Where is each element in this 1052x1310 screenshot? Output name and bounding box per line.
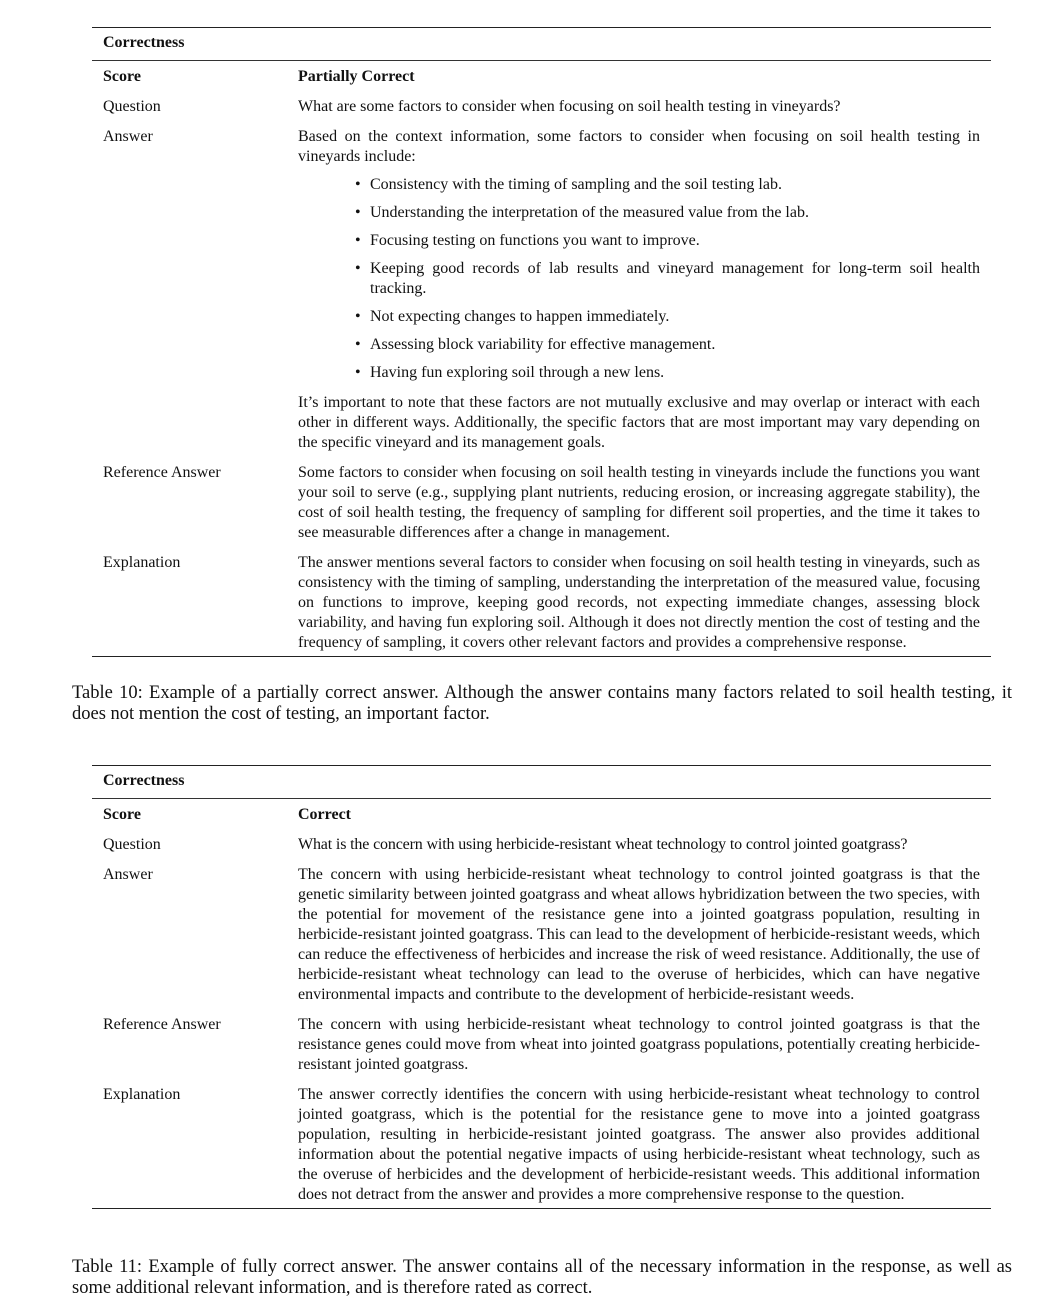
header-rule: [92, 60, 991, 61]
answer-row: [92, 865, 991, 1005]
table-11: [92, 765, 991, 1209]
question-label: Question: [103, 836, 161, 853]
answer-row: [92, 127, 991, 453]
score-label: Score: [103, 68, 141, 85]
answer-outro: It’s important to note that these factors are not mutually exclusive and may overlap or interact with each other in different ways. Additionally, the specific factors that are most important may vary depending on the specific vineyard and its management goals.: [298, 394, 980, 451]
bottom-rule: [92, 656, 991, 657]
reference-label: Reference Answer: [103, 1016, 221, 1033]
question-row: [92, 835, 991, 855]
table-header: Correctness: [103, 772, 185, 789]
answer-label: Answer: [103, 866, 153, 883]
list-item: • Consistency with the timing of sampling and the soil testing lab.: [370, 175, 980, 195]
explanation-text: The answer correctly identifies the concern with using herbicide-resistant wheat technology to control jointed goatgrass, which is the potential for the resistance gene to move into a jointed goatgrass population, resulting in herbicide-resistant jointed goatgrass. The answer also provides additional information about the potential negative impacts of using herbicide-resistant wheat technology, such as the overuse of herbicides and the development of herbicide-resistant weeds. This additional information does not detract from the answer and provides a more comprehensive response to the question.: [298, 1086, 980, 1203]
table-10: [92, 27, 991, 657]
list-item: • Not expecting changes to happen immediately.: [370, 307, 980, 327]
score-row: [92, 805, 991, 825]
answer-intro: Based on the context information, some factors to consider when focusing on soil health testing in vineyards include:: [298, 128, 980, 165]
list-item: • Assessing block variability for effective management.: [370, 335, 980, 355]
list-item: • Focusing testing on functions you want to improve.: [370, 231, 980, 251]
score-value: Partially Correct: [298, 68, 415, 85]
explanation-row: [92, 1085, 991, 1205]
answer-label: Answer: [103, 128, 153, 145]
score-label: Score: [103, 806, 141, 823]
reference-text: Some factors to consider when focusing on soil health testing in vineyards include the functions you want your soil to serve (e.g., supplying plant nutrients, reducing erosion, or increasing aggregate stability), the cost of soil health testing, the frequency of sampling for different soil properties, and the time it takes to see measurable differences after a change in management.: [298, 464, 980, 541]
list-item: • Having fun exploring soil through a new lens.: [370, 363, 980, 383]
reference-row: [92, 1015, 991, 1075]
answer-text: [298, 127, 980, 453]
answer-text: The concern with using herbicide-resistant wheat technology to control jointed goatgrass is that the genetic similarity between jointed goatgrass and wheat allows hybridization between the two species, with the potential for movement of the resistance gene into a jointed goatgrass population, resulting in herbicide-resistant jointed goatgrass. This can lead to the development of herbicide-resistant weeds, which can reduce the effectiveness of herbicides and increase the risk of weed resistance. Additionally, the use of herbicide-resistant wheat technology can lead to the overuse of herbicides, which can have negative environmental impacts and contribute to the development of herbicide-resistant weeds.: [298, 866, 980, 1003]
explanation-text: The answer mentions several factors to consider when focusing on soil health testing in vineyards, such as consistency with the timing of sampling, understanding the interpretation of the measured value, focusing on functions to improve, keeping good records, not expecting immediate changes, assessing block variability, and having fun exploring soil. Although it does not directly mention the cost of testing and the frequency of sampling, it covers other relevant factors and provides a comprehensive response.: [298, 554, 980, 651]
question-row: [92, 97, 991, 117]
list-item: • Understanding the interpretation of the measured value from the lab.: [370, 203, 980, 223]
question-label: Question: [103, 98, 161, 115]
question-text: What is the concern with using herbicide-resistant wheat technology to control jointed goatgrass?: [298, 836, 908, 853]
reference-label: Reference Answer: [103, 464, 221, 481]
explanation-label: Explanation: [103, 1086, 181, 1103]
explanation-label: Explanation: [103, 554, 181, 571]
header-rule: [92, 798, 991, 799]
table-11-caption: Table 11: Example of fully correct answer. The answer contains all of the necessary information in the response, as well as some additional relevant information, and is therefore rated as correct.: [72, 1257, 1012, 1298]
bottom-rule: [92, 1208, 991, 1209]
table-header: Correctness: [103, 34, 185, 51]
table-10-caption: Table 10: Example of a partially correct answer. Although the answer contains many factors related to soil health testing, it does not mention the cost of testing, an important factor.: [72, 683, 1012, 724]
answer-bullet-list: [298, 175, 980, 383]
explanation-row: [92, 553, 991, 653]
list-item: • Keeping good records of lab results and vineyard management for long-term soil health tracking.: [370, 259, 980, 299]
score-row: [92, 67, 991, 87]
question-text: What are some factors to consider when focusing on soil health testing in vineyards?: [298, 98, 841, 115]
reference-row: [92, 463, 991, 543]
score-value: Correct: [298, 806, 351, 823]
reference-text: The concern with using herbicide-resistant wheat technology to control jointed goatgrass is that the resistance genes could move from wheat into jointed goatgrass populations, potentially creating herbicide-resistant jointed goatgrass.: [298, 1016, 980, 1073]
